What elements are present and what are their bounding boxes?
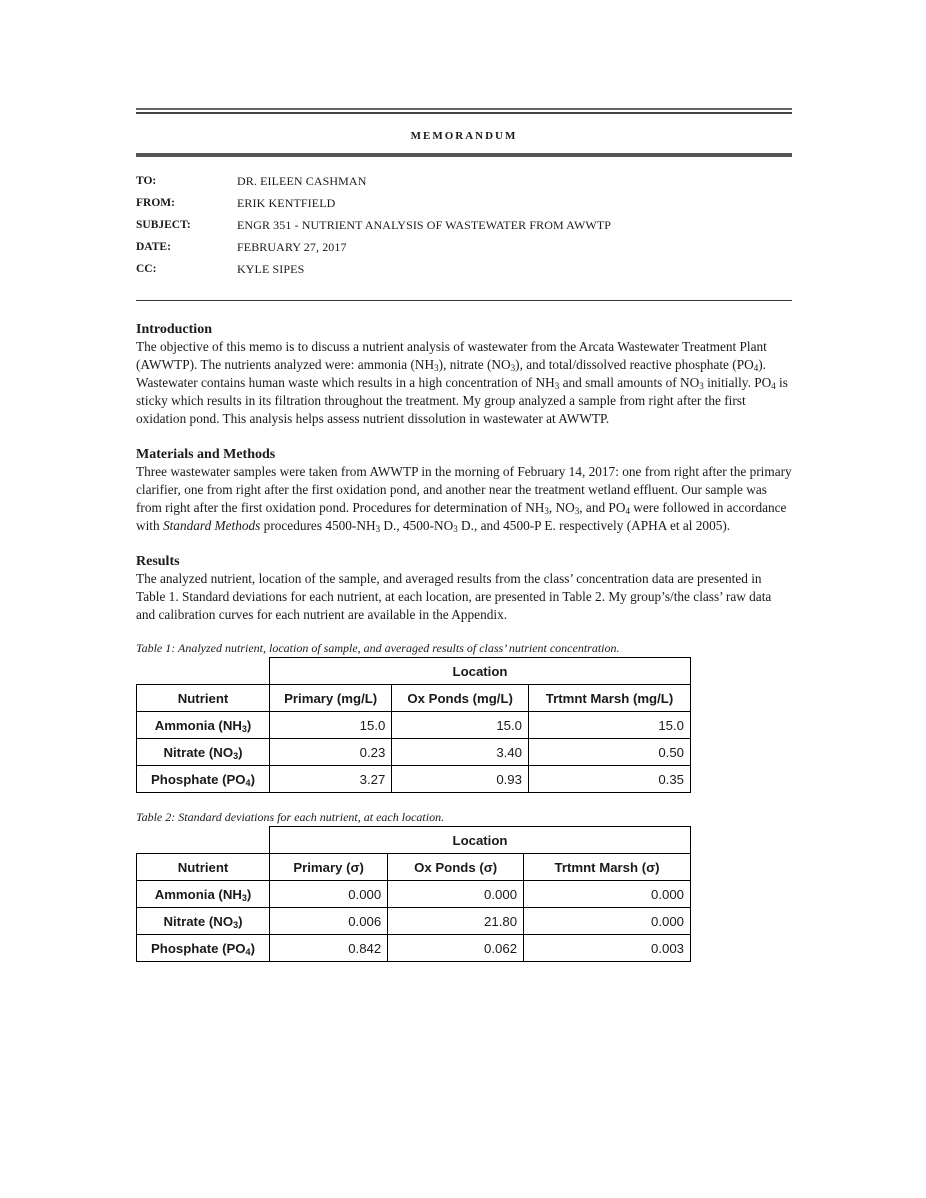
header-label: CC: [136,263,157,275]
header-value: ERIK KENTFIELD [237,196,336,210]
header-row-to [136,170,792,192]
top-rule [136,108,792,110]
value-cell: 0.93 [392,766,529,793]
results-heading: Results [136,554,180,569]
methods-paragraph: Three wastewater samples were taken from AWWTP in the morning of February 14, 2017: one from right after the primary clarifier, one from right after the first oxidation pond, and another near the treatment wetland effluent. Our sample was from right after the first oxidation pond. Procedures for determination of $NH_3$, $NO_3$, and $PO_4$ were followed in accordance with Standard Methods procedures $4500-NH_3$ D., $4500-NO_3$ D., and 4500-P E. respectively (APHA et al 2005). [136,464,792,534]
table-header-marsh: Trtmnt Marsh (mg/L) [528,685,690,712]
table-header-nutrient: Nutrient [137,854,270,881]
header-label: SUBJECT: [136,219,191,231]
nutrient-cell: Ammonia $(NH_3)$ [137,712,270,739]
table-row [137,712,691,739]
header-value: ENGR 351 - NUTRIENT ANALYSIS OF WASTEWATER FROM AWWTP [237,218,612,232]
value-cell: 15.0 [528,712,690,739]
header-value: KYLE SIPES [237,262,305,276]
introduction-section [136,321,792,428]
table-header-ox-ponds: Ox Ponds (mg/L) [392,685,529,712]
header-row-from [136,192,792,214]
table-header-nutrient: Nutrient [137,685,270,712]
value-cell: 0.23 [270,739,392,766]
value-cell: 3.27 [270,766,392,793]
table-row [137,881,691,908]
table-row [137,685,691,712]
nutrient-cell: Nitrate $(NO_3)$ [137,908,270,935]
table-header-primary: Primary (mg/L) [270,685,392,712]
header-row-date [136,236,792,258]
value-cell: 0.000 [270,881,388,908]
table-row [137,908,691,935]
table-row [137,935,691,962]
table1 [136,657,691,793]
value-cell: 15.0 [392,712,529,739]
header-label: FROM: [136,197,175,209]
value-cell: 0.000 [388,881,524,908]
table-corner [137,658,270,685]
memo-title: MEMORANDUM [410,130,518,142]
value-cell: 0.35 [528,766,690,793]
introduction-paragraph: The objective of this memo is to discuss a nutrient analysis of wastewater from the Arcata Wastewater Treatment Plant (AWWTP). The nutrients analyzed were: ammonia $(NH_3)$, nitrate $(NO_3)$, and total/dissolved reactive phosphate $(PO_4)$. Wastewater contains human waste which results in a high concentration of $NH_3$ and small amounts of $NO_3$ initially. $PO_4$ is sticky which results in its filtration throughout the treatment. My group analyzed a sample from right after the first oxidation pond. This analysis helps assess nutrient dissolution in wastewater at AWWTP. [136,339,788,426]
value-cell: 0.006 [270,908,388,935]
results-paragraph: The analyzed nutrient, location of the sample, and averaged results from the class’ concentration data are presented in Table 1. Standard deviations for each nutrient, at each location, are presented in Table 2. My group’s/the class’ raw data and calibration curves for each nutrient are available in the Appendix. [136,571,772,622]
memo-header [136,170,792,280]
methods-section [136,446,792,535]
table-row [137,766,691,793]
value-cell: 0.50 [528,739,690,766]
header-value: DR. EILEEN CASHMAN [237,174,367,188]
table-header-marsh: Trtmnt Marsh (σ) [524,854,691,881]
memo-page [136,108,792,962]
table-corner [137,827,270,854]
value-cell: 0.003 [524,935,691,962]
header-row-cc [136,258,792,280]
value-cell: 0.000 [524,881,691,908]
table-row [137,827,691,854]
header-label: DATE: [136,241,171,253]
value-cell: 0.000 [524,908,691,935]
value-cell: 15.0 [270,712,392,739]
title-rule [136,153,792,157]
header-label: TO: [136,175,157,187]
table-row [137,658,691,685]
table-row [137,854,691,881]
table2-caption: Table 2: Standard deviations for each nutrient, at each location. [136,810,445,824]
table-group-header: Location [270,827,691,854]
introduction-heading: Introduction [136,322,212,337]
nutrient-cell: Nitrate $(NO_3)$ [137,739,270,766]
table2 [136,826,691,962]
header-row-subject [136,214,792,236]
value-cell: 0.062 [388,935,524,962]
value-cell: 0.842 [270,935,388,962]
value-cell: 3.40 [392,739,529,766]
table1-caption: Table 1: Analyzed nutrient, location of sample, and averaged results of class’ nutrient concentration. [136,641,620,655]
table-header-ox-ponds: Ox Ponds (σ) [388,854,524,881]
results-section [136,553,792,624]
value-cell: 21.80 [388,908,524,935]
table-group-header: Location [270,658,691,685]
nutrient-cell: Ammonia $(NH_3)$ [137,881,270,908]
header-rule [136,300,792,301]
nutrient-cell: Phosphate $(PO_4)$ [137,766,270,793]
table-row [137,739,691,766]
methods-heading: Materials and Methods [136,447,276,462]
table-header-primary: Primary (σ) [270,854,388,881]
nutrient-cell: Phosphate $(PO_4)$ [137,935,270,962]
header-value: FEBRUARY 27, 2017 [237,240,347,254]
